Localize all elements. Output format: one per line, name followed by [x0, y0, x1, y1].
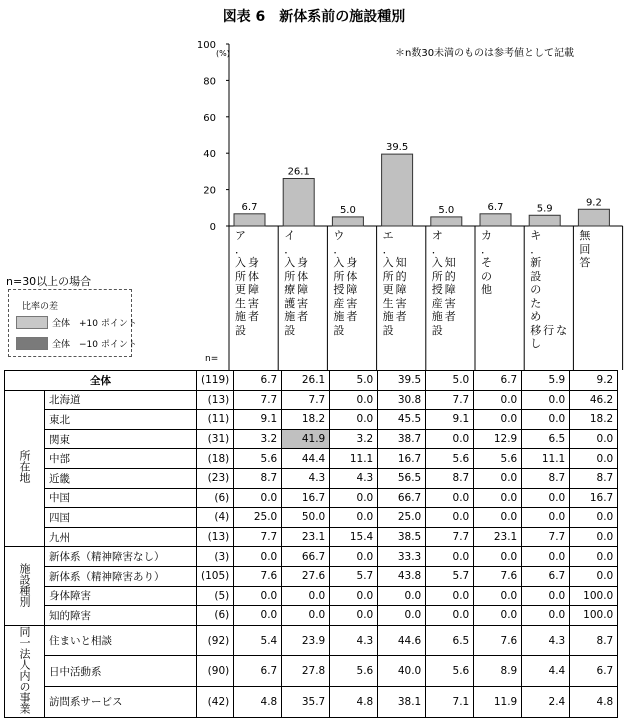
category-label-line: 設	[333, 323, 347, 337]
row-n: (92)	[197, 625, 234, 656]
table-cell: 0.0	[426, 606, 474, 626]
bar-value-label-0: 6.7	[241, 201, 258, 213]
row-n: (105)	[197, 566, 234, 586]
category-label-line: 入身	[333, 256, 360, 269]
table-row	[5, 656, 618, 687]
table-cell: 25.0	[378, 508, 426, 528]
table-cell: 23.1	[282, 527, 330, 547]
category-label-6	[530, 229, 569, 351]
table-cell: 0.0	[522, 547, 570, 567]
table-cell: 0.0	[426, 547, 474, 567]
category-label-2	[333, 229, 372, 337]
row-n: (31)	[197, 429, 234, 449]
y-axis-label: (%)	[216, 49, 230, 58]
category-label-line: 移行なし	[530, 323, 570, 350]
table-cell: 26.1	[282, 371, 330, 391]
category-label-line: 所的	[431, 269, 458, 283]
table-cell: 0.0	[474, 488, 522, 508]
table-cell: 5.6	[474, 449, 522, 469]
footnote: ＊n数30未満のものは参考値として記載	[395, 48, 575, 59]
row-n: (6)	[197, 488, 234, 508]
bar-value-label-1: 26.1	[287, 166, 310, 178]
table-cell: 46.2	[570, 390, 618, 410]
table-cell: 0.0	[522, 508, 570, 528]
table-cell: 5.7	[330, 566, 378, 586]
table-cell: 27.6	[282, 566, 330, 586]
table-row	[5, 547, 618, 567]
table-cell: 7.7	[426, 527, 474, 547]
row-label: 四国	[45, 508, 197, 528]
table-cell: 16.7	[378, 449, 426, 469]
table-cell: 45.5	[378, 410, 426, 430]
category-label-line: 無	[579, 229, 593, 242]
row-label: 九州	[45, 527, 197, 547]
category-label-line: イ	[284, 229, 298, 242]
category-label-line: 新	[530, 256, 544, 269]
table-cell: 7.7	[234, 390, 282, 410]
table-cell: 6.7	[234, 371, 282, 391]
category-label-line: ．	[284, 242, 298, 256]
table-cell: 5.6	[330, 656, 378, 687]
row-n: (11)	[197, 410, 234, 430]
table-cell: 0.0	[426, 488, 474, 508]
category-label-line: 回	[579, 242, 593, 256]
category-label-line: 施者	[235, 310, 261, 323]
category-label-line: ．	[333, 242, 347, 256]
y-tick-label-100: 100	[196, 40, 216, 51]
table-cell: 4.3	[522, 625, 570, 656]
table-cell: 6.7	[474, 371, 522, 391]
table-cell: 0.0	[330, 488, 378, 508]
category-label-line: 施者	[431, 310, 458, 323]
table-cell: 5.7	[426, 566, 474, 586]
table-cell: 0.0	[522, 488, 570, 508]
table-cell: 7.7	[426, 390, 474, 410]
table-row	[5, 468, 618, 488]
table-cell: 4.3	[330, 468, 378, 488]
table-cell: 100.0	[570, 606, 618, 626]
category-label-3	[383, 229, 422, 337]
category-label-line: 授障	[431, 283, 458, 296]
category-label-line: 療障	[284, 283, 311, 296]
row-label: 近畿	[45, 468, 197, 488]
legend-title: 比率の差	[22, 302, 59, 312]
bar-value-label-4: 5.0	[438, 204, 455, 216]
bar-1	[283, 178, 314, 226]
table-cell: 6.7	[570, 656, 618, 687]
category-label-line: 産害	[333, 296, 360, 310]
table-cell: 4.3	[330, 625, 378, 656]
row-label: 新体系（精神障害なし）	[45, 547, 197, 567]
row-label-total: 全体	[5, 371, 197, 391]
highlighted-cell: 41.9	[282, 429, 330, 449]
row-n: (90)	[197, 656, 234, 687]
y-tick-label-0: 0	[209, 222, 216, 233]
group-label: 施設種別	[5, 547, 45, 625]
table-cell: 0.0	[282, 586, 330, 606]
table-cell: 40.0	[378, 656, 426, 687]
table-cell: 0.0	[474, 410, 522, 430]
bar-value-label-7: 9.2	[585, 197, 602, 209]
table-cell: 7.7	[234, 527, 282, 547]
page-title: 図表 6 新体系前の施設種別	[222, 9, 406, 25]
table-row	[5, 410, 618, 430]
category-label-line: ．	[382, 242, 396, 256]
table-cell: 0.0	[330, 390, 378, 410]
bar-value-label-6: 5.9	[536, 203, 553, 215]
table-cell: 7.7	[522, 527, 570, 547]
table-cell: 38.1	[378, 687, 426, 718]
table-cell: 30.8	[378, 390, 426, 410]
table-cell: 0.0	[522, 586, 570, 606]
table-cell: 0.0	[330, 410, 378, 430]
category-label-line: キ	[530, 229, 544, 242]
category-label-line: め	[530, 310, 544, 323]
bar-value-label-5: 6.7	[487, 201, 504, 213]
table-row	[5, 488, 618, 508]
row-label: 関東	[45, 429, 197, 449]
category-label-1	[284, 229, 323, 337]
category-label-line: 設	[530, 269, 544, 283]
row-label: 中部	[45, 449, 197, 469]
table-cell: 0.0	[426, 508, 474, 528]
table-cell: 5.6	[426, 449, 474, 469]
bar-7	[578, 209, 609, 226]
table-cell: 25.0	[234, 508, 282, 528]
table-cell: 0.0	[570, 508, 618, 528]
table-cell: 11.1	[522, 449, 570, 469]
table-cell: 0.0	[474, 508, 522, 528]
category-label-7	[579, 229, 618, 270]
category-label-line: 更障	[235, 283, 261, 296]
table-cell: 8.7	[426, 468, 474, 488]
table-cell: 3.2	[234, 429, 282, 449]
table-cell: 0.0	[570, 429, 618, 449]
table-cell: 0.0	[378, 586, 426, 606]
table-cell: 7.7	[282, 390, 330, 410]
table-row	[5, 527, 618, 547]
table-cell: 7.6	[474, 625, 522, 656]
category-label-line: そ	[481, 256, 494, 269]
table-cell: 0.0	[522, 606, 570, 626]
table-cell: 16.7	[282, 488, 330, 508]
table-cell: 0.0	[570, 449, 618, 469]
category-label-line: ウ	[333, 229, 347, 242]
category-label-5	[481, 229, 520, 297]
table-cell: 5.0	[330, 371, 378, 391]
table-cell: 27.8	[282, 656, 330, 687]
bar-6	[529, 215, 560, 226]
row-n: (42)	[197, 687, 234, 718]
bar-3	[382, 154, 413, 226]
table-cell: 44.6	[378, 625, 426, 656]
category-label-line: エ	[382, 229, 396, 242]
bar-2	[332, 217, 363, 226]
row-label: 新体系（精神障害あり）	[45, 566, 197, 586]
table-cell: 0.0	[474, 468, 522, 488]
category-label-line: 施者	[333, 310, 360, 323]
table-cell: 2.4	[522, 687, 570, 718]
category-label-line: 所体	[333, 269, 360, 283]
table-cell: 5.0	[426, 371, 474, 391]
table-cell: 8.7	[234, 468, 282, 488]
category-label-line: た	[530, 296, 544, 310]
table-row	[5, 687, 618, 718]
category-label-line: 設	[431, 323, 445, 337]
table-cell: 6.7	[234, 656, 282, 687]
table-cell: 7.6	[474, 566, 522, 586]
table-cell: 0.0	[330, 508, 378, 528]
bar-value-label-2: 5.0	[339, 204, 356, 216]
table-cell: 11.9	[474, 687, 522, 718]
table-cell: 11.1	[330, 449, 378, 469]
table-cell: 8.7	[522, 468, 570, 488]
table-cell: 0.0	[234, 586, 282, 606]
table-row	[5, 390, 618, 410]
row-n: (18)	[197, 449, 234, 469]
table-cell: 7.1	[426, 687, 474, 718]
category-label-line: オ	[431, 229, 445, 242]
category-label-line: 他	[481, 283, 494, 296]
table-row-total	[5, 371, 618, 391]
table-cell: 4.8	[570, 687, 618, 718]
table-cell: 8.9	[474, 656, 522, 687]
table-cell: 38.5	[378, 527, 426, 547]
table-cell: 4.4	[522, 656, 570, 687]
category-label-line: 産害	[431, 296, 458, 310]
category-label-line: 入知	[431, 256, 458, 269]
table-cell: 0.0	[378, 606, 426, 626]
row-n: (4)	[197, 508, 234, 528]
category-label-line: 施者	[382, 310, 409, 323]
table-cell: 50.0	[282, 508, 330, 528]
row-label: 知的障害	[45, 606, 197, 626]
category-label-line: 入知	[382, 256, 409, 269]
table-cell: 0.0	[570, 566, 618, 586]
row-label: 北海道	[45, 390, 197, 410]
bar-value-label-3: 39.5	[385, 142, 409, 154]
table-cell: 0.0	[522, 390, 570, 410]
row-n: (5)	[197, 586, 234, 606]
row-label: 中国	[45, 488, 197, 508]
n-label: n=	[205, 354, 219, 364]
table-cell: 0.0	[570, 547, 618, 567]
legend-swatch-minus	[16, 337, 48, 350]
table-cell: 44.4	[282, 449, 330, 469]
table-row	[5, 449, 618, 469]
row-n: (13)	[197, 527, 234, 547]
row-n: (3)	[197, 547, 234, 567]
table-cell: 4.8	[330, 687, 378, 718]
table-cell: 0.0	[234, 547, 282, 567]
category-label-line: 護害	[284, 296, 311, 310]
table-cell: 18.2	[570, 410, 618, 430]
y-tick-label-80: 80	[203, 76, 216, 88]
category-label-line: カ	[481, 229, 494, 242]
category-label-line: ア	[235, 229, 248, 242]
y-tick-label-60: 60	[203, 112, 216, 124]
category-label-line: の	[530, 283, 544, 296]
table-cell: 12.9	[474, 429, 522, 449]
table-cell: 66.7	[282, 547, 330, 567]
category-label-line: 設	[382, 323, 396, 337]
table-cell: 9.1	[426, 410, 474, 430]
y-tick-label-40: 40	[203, 149, 216, 161]
table-cell: 18.2	[282, 410, 330, 430]
table-cell: 6.5	[426, 625, 474, 656]
table-cell: 0.0	[474, 606, 522, 626]
table-cell: 66.7	[378, 488, 426, 508]
table-cell: 0.0	[474, 586, 522, 606]
row-n: (13)	[197, 390, 234, 410]
category-label-line: 授障	[333, 283, 360, 296]
table-row	[5, 625, 618, 656]
category-label-line: 設	[284, 323, 298, 337]
table-cell: 16.7	[570, 488, 618, 508]
table-cell: 0.0	[426, 586, 474, 606]
table-row	[5, 508, 618, 528]
table-cell: 35.7	[282, 687, 330, 718]
table-cell: 56.5	[378, 468, 426, 488]
table-cell: 23.1	[474, 527, 522, 547]
row-n: (23)	[197, 468, 234, 488]
row-label: 訪問系サービス	[45, 687, 197, 718]
category-label-line: ．	[431, 242, 445, 256]
table-cell: 43.8	[378, 566, 426, 586]
row-n: (119)	[197, 371, 234, 391]
legend-label-plus: 全体 +10 ポイント	[52, 319, 137, 329]
table-cell: 5.6	[234, 449, 282, 469]
category-label-line: 所体	[284, 269, 311, 283]
category-label-line: ．	[235, 242, 248, 256]
category-label-line: ．	[530, 242, 544, 256]
table-row	[5, 606, 618, 626]
table-cell: 100.0	[570, 586, 618, 606]
row-label: 身体障害	[45, 586, 197, 606]
table-cell: 0.0	[570, 527, 618, 547]
table-cell: 0.0	[330, 606, 378, 626]
category-label-4	[432, 229, 471, 337]
category-label-line: 生害	[235, 296, 261, 310]
table-cell: 38.7	[378, 429, 426, 449]
bar-4	[431, 217, 462, 226]
group-label: 同一法人内の事業	[5, 625, 45, 717]
category-label-line: 答	[579, 256, 593, 269]
category-label-line: 所的	[382, 269, 409, 283]
legend-heading: n=30以上の場合	[6, 275, 92, 288]
table-cell: 0.0	[426, 429, 474, 449]
y-tick-label-20: 20	[203, 185, 216, 197]
table-cell: 8.7	[570, 625, 618, 656]
table-cell: 9.2	[570, 371, 618, 391]
category-label-line: 施者	[284, 310, 311, 323]
table-cell: 5.9	[522, 371, 570, 391]
row-label: 住まいと相談	[45, 625, 197, 656]
table-cell: 3.2	[330, 429, 378, 449]
table-cell: 33.3	[378, 547, 426, 567]
table-row	[5, 586, 618, 606]
table-cell: 7.6	[234, 566, 282, 586]
category-label-0	[235, 229, 274, 337]
table-cell: 8.7	[570, 468, 618, 488]
table-cell: 0.0	[474, 390, 522, 410]
table-cell: 39.5	[378, 371, 426, 391]
legend-swatch-plus	[16, 316, 48, 329]
table-cell: 0.0	[282, 606, 330, 626]
table-row	[5, 566, 618, 586]
category-label-line: ．	[481, 242, 494, 256]
table-cell: 0.0	[330, 586, 378, 606]
table-row	[5, 429, 618, 449]
category-label-line: 更障	[382, 283, 409, 296]
table-cell: 0.0	[234, 488, 282, 508]
category-label-line: 設	[235, 323, 248, 337]
row-label: 東北	[45, 410, 197, 430]
category-label-line: 所体	[235, 269, 261, 283]
table-cell: 0.0	[522, 410, 570, 430]
table-cell: 15.4	[330, 527, 378, 547]
group-label: 所在地	[5, 390, 45, 547]
category-label-line: 生害	[382, 296, 409, 310]
table-cell: 9.1	[234, 410, 282, 430]
table-cell: 0.0	[234, 606, 282, 626]
legend-label-minus: 全体 −10 ポイント	[52, 340, 137, 350]
table-cell: 23.9	[282, 625, 330, 656]
bar-0	[234, 214, 265, 226]
table-cell: 4.3	[282, 468, 330, 488]
table-cell: 0.0	[330, 547, 378, 567]
table-cell: 5.4	[234, 625, 282, 656]
category-label-line: 入身	[235, 256, 261, 269]
table-cell: 6.5	[522, 429, 570, 449]
category-label-line: 入身	[284, 256, 311, 269]
row-label: 日中活動系	[45, 656, 197, 687]
data-table	[4, 370, 618, 718]
table-cell: 6.7	[522, 566, 570, 586]
table-cell: 4.8	[234, 687, 282, 718]
category-label-line: の	[481, 269, 494, 283]
row-n: (6)	[197, 606, 234, 626]
bar-5	[480, 214, 511, 226]
table-cell: 5.6	[426, 656, 474, 687]
table-cell: 0.0	[474, 547, 522, 567]
